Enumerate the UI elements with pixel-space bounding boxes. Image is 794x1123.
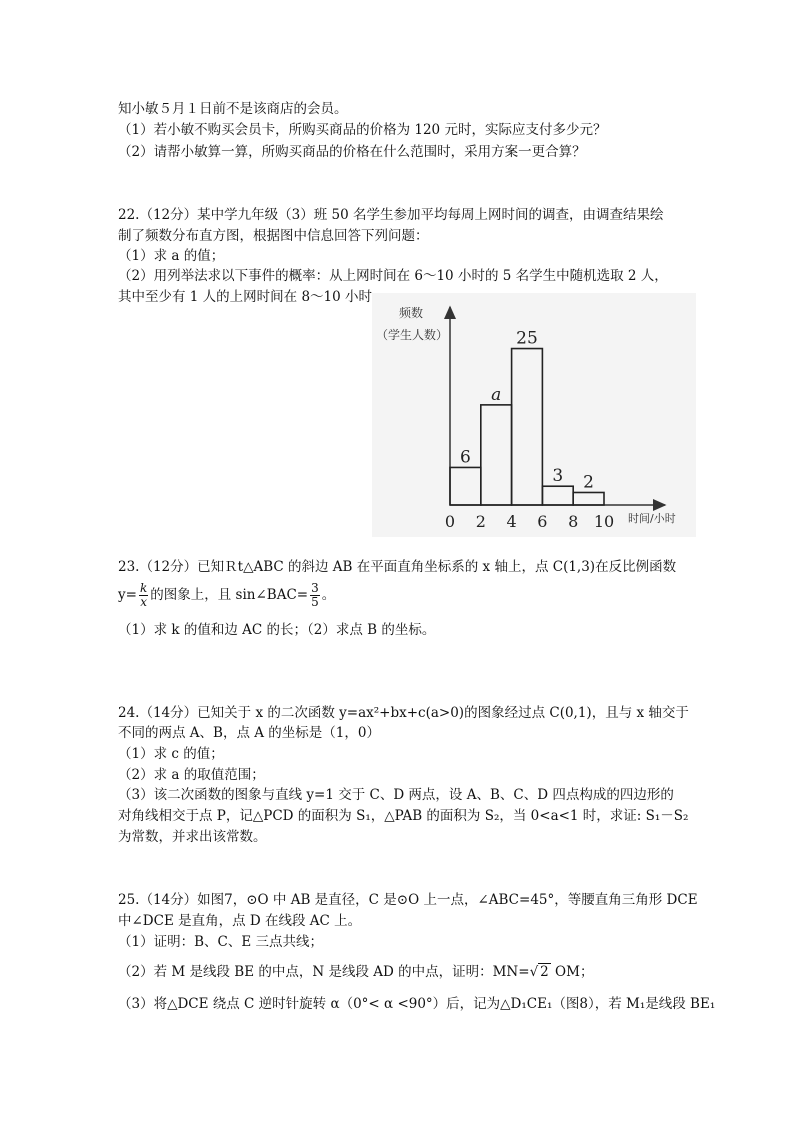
- q23-end: 。: [321, 587, 336, 603]
- bar-label-3: 3: [552, 466, 564, 487]
- sqrt-radicand: 2: [540, 964, 549, 980]
- histogram-svg: [372, 293, 696, 537]
- bar-3: [542, 486, 573, 505]
- q24-line-2: 不同的两点 A、B，点 A 的坐标是（1，0）: [118, 725, 380, 741]
- q23-y-equals: y=: [118, 587, 137, 603]
- q25-line-4: [118, 963, 593, 981]
- y-axis-label-line-1: 频数: [399, 306, 424, 320]
- bar-0: [450, 467, 481, 505]
- bar-2: [512, 349, 543, 505]
- q24-line-1: 24.（14分）已知关于 x 的二次函数 y=ax²+bx+c(a>0)的图象经过点 C(0,1)，且与 x 轴交于: [118, 705, 689, 721]
- bar-label-0: 6: [459, 447, 471, 468]
- x-tick-2: 4: [506, 512, 517, 531]
- q23-line-3: （1）求 k 的值和边 AC 的长；（2）求点 B 的坐标。: [118, 622, 436, 638]
- x-tick-0: 0: [444, 512, 456, 531]
- q25-line-3: （1）证明：B、C、E 三点共线；: [118, 934, 323, 950]
- q24-line-3: （1）求 c 的值；: [118, 746, 224, 762]
- fraction-denominator: x: [140, 595, 147, 609]
- sqrt-expression: √ 2: [529, 964, 549, 980]
- q22-line-4: （2）用列举法求以下事件的概率：从上网时间在 6～10 小时的 5 名学生中随机选取 2 人，: [118, 268, 668, 284]
- x-tick-4: 8: [568, 512, 579, 531]
- q24-line-6: 对角线相交于点 P，记△PCD 的面积为 S₁，△PAB 的面积为 S₂，当 0<a<1 时，求证: S₁－S₂: [118, 808, 689, 824]
- bar-label-4: 2: [583, 472, 595, 493]
- histogram-figure: [372, 293, 696, 537]
- q24-line-4: （2）求 a 的取值范围；: [118, 767, 265, 783]
- q25-line-2: 中∠DCE 是直角，点 D 在线段 AC 上。: [118, 913, 362, 929]
- x-tick-3: 6: [537, 512, 548, 531]
- q23-mid-text: 的图象上，且 sin∠BAC=: [150, 587, 309, 603]
- x-tick-5: 10: [593, 512, 615, 531]
- q25-line-1: 25.（14分）如图7，⊙O 中 AB 是直径，C 是⊙O 上一点，∠ABC=45°，等腰直角三角形 DCE: [118, 892, 698, 908]
- q25-line-5: （3）将△DCE 绕点 C 逆时针旋转 α（0°< α <90°）后，记为△D₁CE₁（图8），若 M₁是线段 BE₁: [118, 996, 716, 1012]
- fraction-three-fifths: [310, 582, 320, 609]
- bar-label-1: a: [491, 384, 502, 405]
- bar-1: [481, 405, 512, 505]
- intro-line-1: 知小敏５月１日前不是该商店的会员。: [118, 101, 348, 117]
- intro-line-2: （1）若小敏不购买会员卡，所购买商品的价格为 120 元时，实际应支付多少元？: [118, 122, 607, 138]
- q24-line-5: （3）该二次函数的图象与直线 y=1 交于 C、D 两点，设 A、B、C、D 四点构成的四边形的: [118, 787, 674, 803]
- fraction-numerator: k: [139, 581, 148, 595]
- q22-line-5: 其中至少有 1 人的上网时间在 8～10 小时: [118, 289, 373, 305]
- x-tick-1: 2: [475, 512, 486, 531]
- q22-line-1: 22.（12分）某中学九年级（3）班 50 名学生参加平均每周上网时间的调查，由调查结果绘: [118, 207, 664, 223]
- ticks-group: [445, 512, 614, 531]
- q25-line-4-prefix: （2）若 M 是线段 BE 的中点，N 是线段 AD 的中点，证明：MN=: [118, 964, 530, 980]
- q22-line-3: （1）求 a 的值；: [118, 248, 225, 264]
- q24-line-7: 为常数，并求出该常数。: [118, 829, 267, 845]
- q25-line-4-suffix: OM；: [550, 964, 594, 980]
- x-axis-label: 时间/小时: [628, 512, 676, 525]
- bars-group: [450, 329, 604, 505]
- fraction-k-over-x: [139, 582, 148, 609]
- q23-line-2: [118, 580, 335, 610]
- fraction-numerator: 3: [311, 581, 319, 595]
- y-axis-label-line-2: （学生人数）: [376, 328, 449, 342]
- q23-line-1: 23.（12分）已知Ｒt△ABC 的斜边 AB 在平面直角坐标系的 x 轴上，点 C(1,3)在反比例函数: [118, 559, 677, 575]
- fraction-denominator: 5: [311, 595, 319, 609]
- q22-line-2: 制了频数分布直方图，根据图中信息回答下列问题：: [118, 228, 429, 244]
- bar-label-2: 25: [516, 328, 538, 349]
- intro-line-3: （2）请帮小敏算一算，所购买商品的价格在什么范围时，采用方案一更合算？: [118, 144, 586, 160]
- bar-4: [573, 492, 604, 505]
